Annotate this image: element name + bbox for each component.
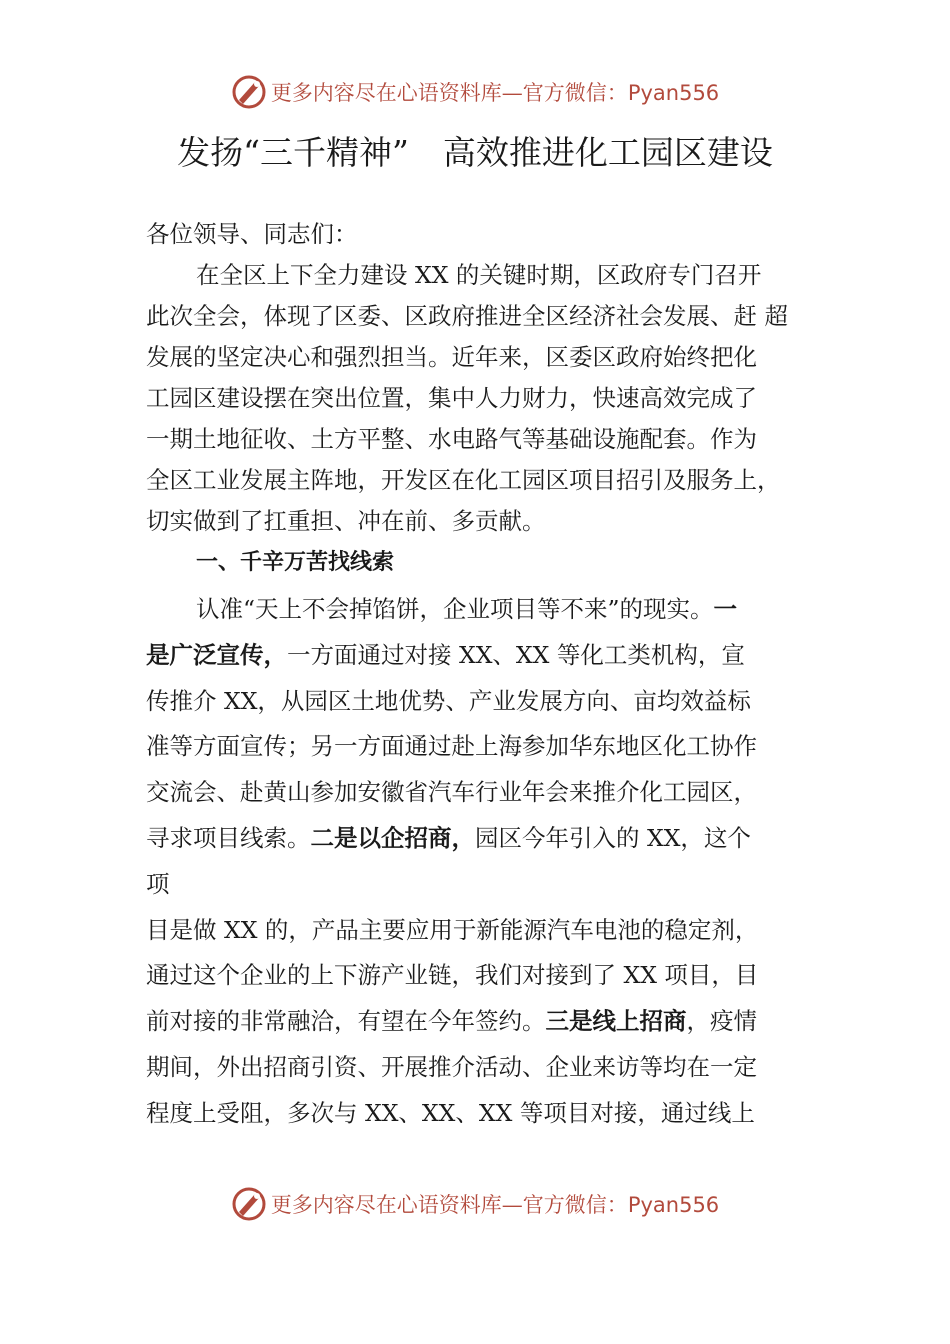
- seal-pen-icon: [231, 74, 267, 110]
- header-watermark-banner: [0, 72, 950, 112]
- text-line: 发展的坚定决心和强烈担当。近年来，区委区政府始终把化: [146, 343, 757, 371]
- text-line: 前对接的非常融洽，有望在今年签约。三是线上招商，疫情: [146, 1007, 757, 1036]
- section1-body: [146, 587, 816, 1137]
- text-line: 程度上受阻，多次与 XX、XX、XX 等项目对接，通过线上: [146, 1098, 755, 1127]
- text-line: 寻求项目线索。二是以企招商，园区今年引入的 XX，这个: [146, 823, 751, 852]
- footer-watermark-banner: [0, 1184, 950, 1224]
- banner-text: 更多内容尽在心语资料库—官方微信：Pyan556: [270, 1193, 720, 1217]
- text-line: 准等方面宣传；另一方面通过赴上海参加华东地区化工协作: [146, 732, 757, 761]
- seal-pen-icon: [231, 1186, 267, 1222]
- intro-block: [146, 214, 816, 583]
- section-heading: 一、千辛万苦找线索: [196, 550, 395, 575]
- text-line: 认准“天上不会掉馅饼，企业项目等不来”的现实。一: [196, 595, 738, 623]
- text-line: 此次全会，体现了区委、区政府推进全区经济社会发展、赶 超: [146, 302, 788, 330]
- text-line: 工园区建设摆在突出位置，集中人力财力，快速高效完成了: [146, 384, 757, 412]
- text-line: 在全区上下全力建设 XX 的关键时期，区政府专门召开: [196, 261, 762, 289]
- banner-text: 更多内容尽在心语资料库—官方微信：Pyan556: [270, 81, 720, 105]
- page-title: 发扬“三千精神” 高效推进化工园区建设: [177, 133, 773, 172]
- text-line: 通过这个企业的上下游产业链，我们对接到了 XX 项目，目: [146, 961, 759, 990]
- wechat-id: Pyan556: [627, 1193, 720, 1217]
- text-line: 是广泛宣传，一方面通过对接 XX、XX 等化工类机构，宣: [146, 640, 745, 669]
- text-line: 传推介 XX，从园区土地优势、产业发展方向、亩均效益标: [146, 686, 751, 715]
- wechat-id: Pyan556: [627, 81, 720, 105]
- text-line: 期间，外出招商引资、开展推介活动、企业来访等均在一定: [146, 1052, 757, 1081]
- text-line: 全区工业发展主阵地，开发区在化工园区项目招引及服务上，: [146, 466, 781, 494]
- text-line: 项: [146, 869, 170, 898]
- salutation: 各位领导、同志们：: [146, 220, 358, 248]
- text-line: 切实做到了扛重担、冲在前、多贡献。: [146, 507, 546, 535]
- text-line: 交流会、赴黄山参加安徽省汽车行业年会来推介化工园区，: [146, 778, 757, 807]
- text-line: 目是做 XX 的，产品主要应用于新能源汽车电池的稳定剂，: [146, 915, 759, 944]
- text-line: 一期土地征收、土方平整、水电路气等基础设施配套。作为: [146, 425, 757, 453]
